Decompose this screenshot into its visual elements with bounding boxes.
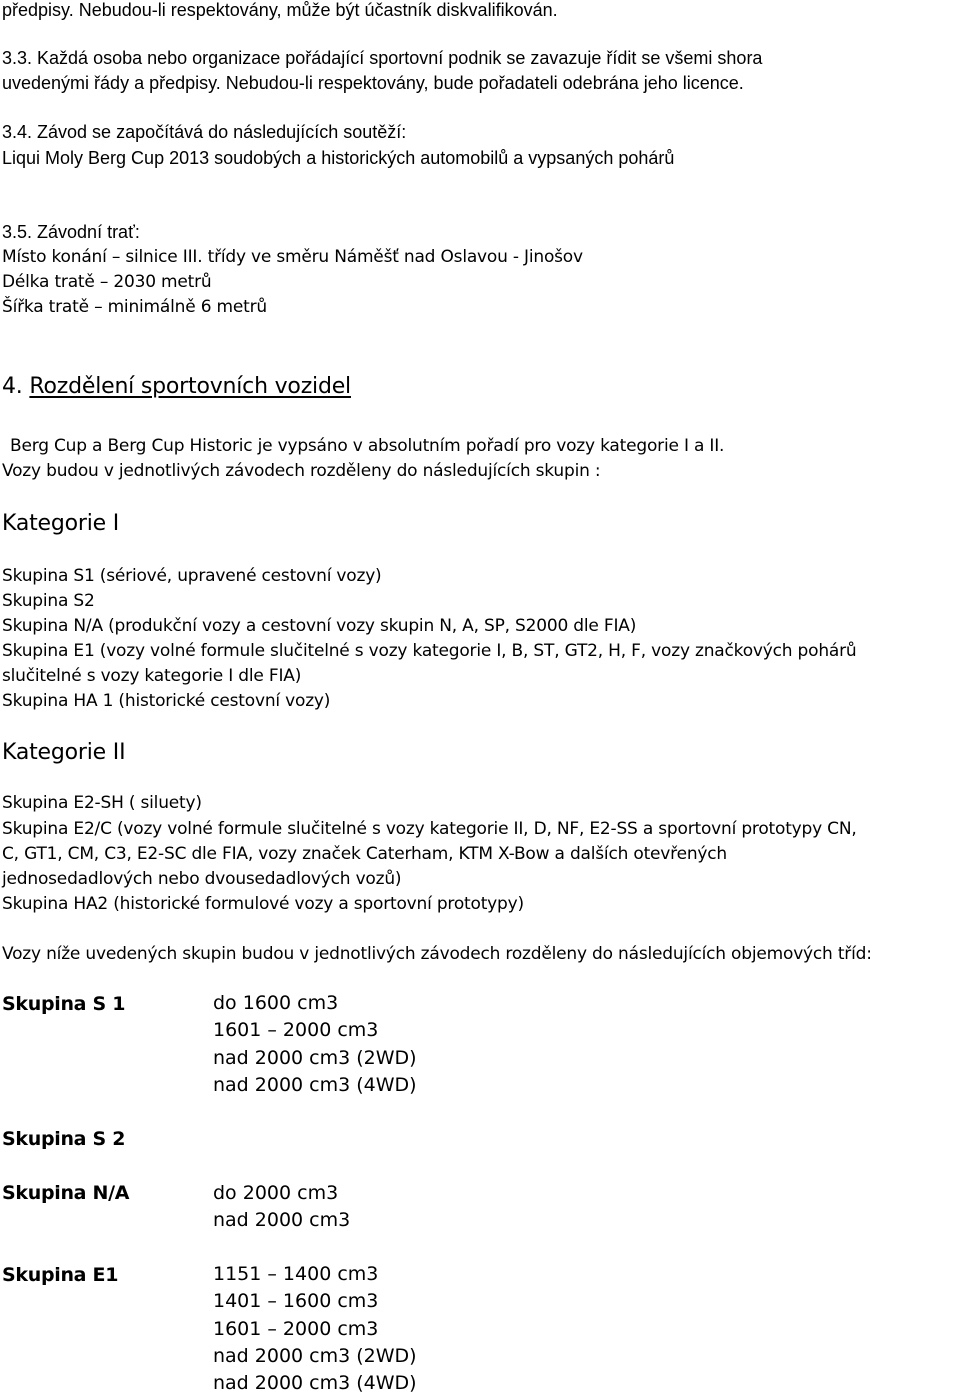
- category-2-line: Skupina HA2 (historické formulové vozy a sportovní prototypy): [2, 894, 524, 914]
- class-value: 1601 – 2000 cm3: [213, 1317, 379, 1340]
- section-4-line1: Berg Cup a Berg Cup Historic je vypsáno v absolutním pořadí pro vozy kategorie I a II.: [10, 436, 725, 456]
- category-1-line: Skupina S1 (sériové, upravené cestovní vozy): [2, 566, 382, 586]
- group-e1-title: Skupina E1: [2, 1264, 119, 1286]
- track-venue: Místo konání – silnice III. třídy ve směru Náměšť nad Oslavou - Jinošov: [2, 247, 583, 267]
- class-value: 1151 – 1400 cm3: [213, 1263, 379, 1285]
- class-value: 1401 – 1600 cm3: [213, 1290, 379, 1313]
- category-2-line: Skupina E2-SH ( siluety): [2, 793, 202, 813]
- track-heading: 3.5. Závodní trať:: [2, 222, 140, 242]
- group-s1-title: Skupina S 1: [2, 993, 126, 1015]
- section-4-number: 4.: [2, 374, 23, 399]
- track-length: Délka tratě – 2030 metrů: [2, 272, 212, 292]
- category-2-title: Kategorie II: [2, 740, 126, 765]
- intro-line: předpisy. Nebudou-li respektovány, může být účastník diskvalifikován.: [2, 0, 558, 20]
- category-2-line: Skupina E2/C (vozy volné formule slučitelné s vozy kategorie II, D, NF, E2-SS a sportovní prototypy CN,: [2, 819, 857, 839]
- section-4-heading: [2, 373, 351, 401]
- category-2-line: C, GT1, CM, C3, E2-SC dle FIA, vozy značek Caterham, KTM X-Bow a dalších otevřených: [2, 844, 727, 864]
- paragraph-3-3-line2: uvedenými řády a předpisy. Nebudou-li respektovány, bude pořadateli odebrána jeho licence.: [2, 73, 744, 93]
- category-1-title: Kategorie I: [2, 511, 120, 536]
- class-value: nad 2000 cm3 (4WD): [213, 1372, 417, 1395]
- class-value: nad 2000 cm3 (4WD): [213, 1073, 417, 1096]
- class-value: nad 2000 cm3 (2WD): [213, 1046, 417, 1069]
- class-value: 1601 – 2000 cm3: [213, 1019, 379, 1042]
- class-value: do 1600 cm3: [213, 992, 339, 1014]
- section-4-title: Rozdělení sportovních vozidel: [29, 374, 351, 399]
- group-e1-values: [213, 1261, 417, 1397]
- class-value: nad 2000 cm3 (2WD): [213, 1344, 417, 1367]
- group-s1-values: [213, 990, 417, 1099]
- classes-intro: Vozy níže uvedených skupin budou v jednotlivých závodech rozděleny do následujících objemových tříd:: [2, 944, 872, 964]
- group-na-title: Skupina N/A: [2, 1182, 130, 1204]
- class-value: do 2000 cm3: [213, 1182, 339, 1204]
- category-1-line: Skupina HA 1 (historické cestovní vozy): [2, 691, 331, 711]
- paragraph-3-3-line1: 3.3. Každá osoba nebo organizace pořádající sportovní podnik se zavazuje řídit se všemi shora: [2, 48, 763, 68]
- class-value: nad 2000 cm3: [213, 1209, 351, 1232]
- group-na-values: [213, 1180, 350, 1235]
- category-1-line: slučitelné s vozy kategorie I dle FIA): [2, 666, 302, 686]
- paragraph-3-4-line2: Liqui Moly Berg Cup 2013 soudobých a historických automobilů a vypsaných pohárů: [2, 148, 675, 168]
- category-2-line: jednosedadlových nebo dvousedadlových vozů): [2, 869, 402, 889]
- category-1-line: Skupina E1 (vozy volné formule slučitelné s vozy kategorie I, B, ST, GT2, H, F, vozy značkových pohárů: [2, 641, 857, 661]
- track-width: Šířka tratě – minimálně 6 metrů: [2, 297, 267, 317]
- paragraph-3-4-line1: 3.4. Závod se započítává do následujících soutěží:: [2, 122, 407, 142]
- category-1-line: Skupina S2: [2, 591, 95, 611]
- category-1-line: Skupina N/A (produkční vozy a cestovní vozy skupin N, A, SP, S2000 dle FIA): [2, 616, 637, 636]
- section-4-line2: Vozy budou v jednotlivých závodech rozděleny do následujících skupin :: [2, 461, 601, 481]
- group-s2-title: Skupina S 2: [2, 1128, 126, 1150]
